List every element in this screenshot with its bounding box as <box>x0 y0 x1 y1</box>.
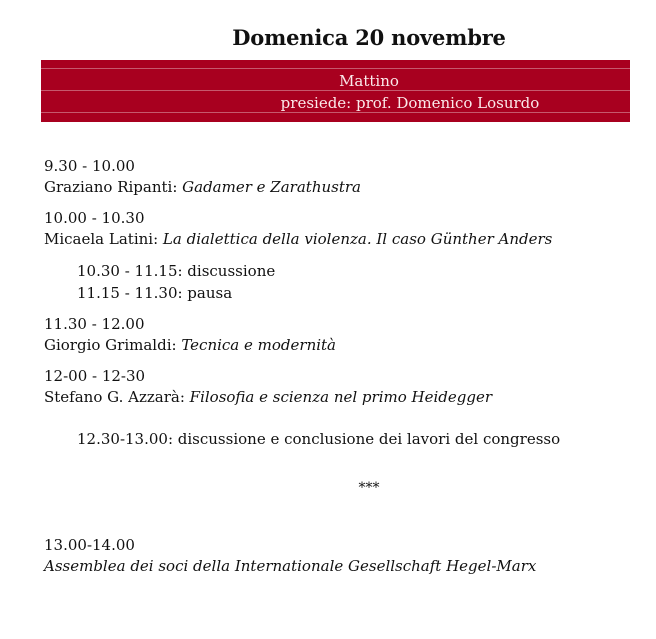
program-entry <box>44 156 361 198</box>
break-entry: 12.30-13.00: discussione e conclusione dei lavori del congresso <box>77 430 561 448</box>
separator: *** <box>358 480 380 496</box>
session-header <box>41 60 630 122</box>
entry-speaker: Giorgio Grimaldi: <box>44 336 177 354</box>
entry-title: Assemblea dei soci della Internationale Gesellschaft Hegel-Marx <box>44 557 537 575</box>
entry-title: Tecnica e modernità <box>181 336 336 354</box>
entry-speaker: Graziano Ripanti: <box>44 178 178 196</box>
band-rule <box>41 68 630 69</box>
program-entry <box>44 208 552 250</box>
session-chair: presiede: prof. Domenico Losurdo <box>280 94 540 112</box>
entry-talk <box>44 556 536 577</box>
entry-talk <box>44 229 552 250</box>
program-entry <box>44 366 492 408</box>
entry-talk <box>44 177 361 198</box>
entry-speaker: Stefano G. Azzarà: <box>44 388 185 406</box>
entry-time: 13.00-14.00 <box>44 536 135 554</box>
entry-time: 12-00 - 12-30 <box>44 367 146 385</box>
session-name: Mattino <box>339 72 399 90</box>
entry-talk <box>44 387 492 408</box>
program-entry <box>44 314 336 356</box>
entry-talk <box>44 335 336 356</box>
entry-title: Filosofia e scienza nel primo Heidegger <box>189 388 493 406</box>
band-rule <box>41 90 630 91</box>
entry-title: Gadamer e Zarathustra <box>182 178 361 196</box>
assembly-entry <box>44 535 536 577</box>
break-entry: 11.15 - 11.30: pausa <box>77 284 233 302</box>
entry-time: 9.30 - 10.00 <box>44 157 135 175</box>
break-entry: 10.30 - 11.15: discussione <box>77 262 276 280</box>
band-rule <box>41 112 630 113</box>
entry-time: 10.00 - 10.30 <box>44 209 145 227</box>
page-title: Domenica 20 novembre <box>232 25 506 50</box>
entry-time: 11.30 - 12.00 <box>44 315 145 333</box>
entry-title: La dialettica della violenza. Il caso Günther Anders <box>162 230 553 248</box>
entry-speaker: Micaela Latini: <box>44 230 159 248</box>
